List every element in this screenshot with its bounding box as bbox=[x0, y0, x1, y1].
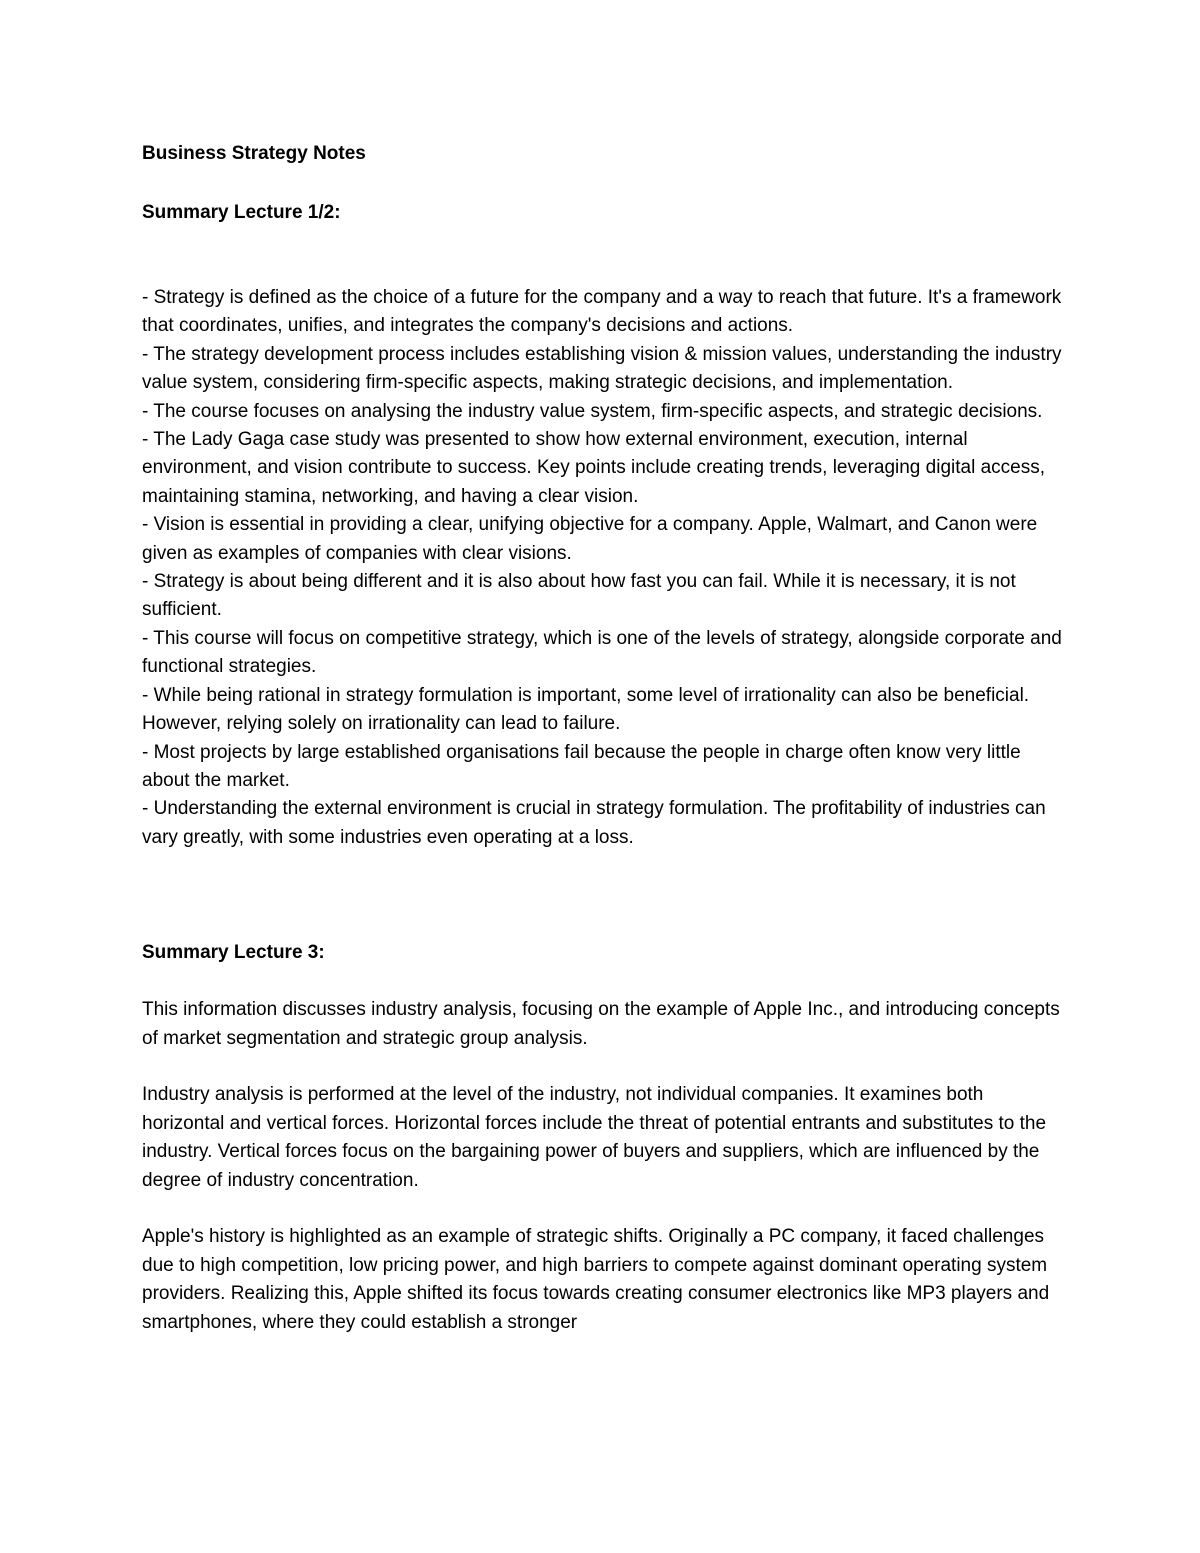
paragraph: This information discusses industry analysis, focusing on the example of Apple Inc., and introducing concepts of market segmentation and strategic group analysis. bbox=[142, 999, 1060, 1049]
bullet-item: - The Lady Gaga case study was presented to show how external environment, execution, internal environment, and vision contribute to success. Key points include creating trends, leveraging digital access, maintaining stamina, networking, and having a clear vision. bbox=[142, 429, 1045, 507]
paragraph: Apple's history is highlighted as an example of strategic shifts. Originally a PC company, it faced challenges due to high competition, low pricing power, and high barriers to compete against dominant operating system providers. Realizing this, Apple shifted its focus towards creating consumer electronics like MP3 players and smartphones, where they could establish a stronger bbox=[142, 1226, 1050, 1333]
bullet-item: - Understanding the external environment is crucial in strategy formulation. The profitability of industries can vary greatly, with some industries even operating at a loss. bbox=[142, 798, 1046, 848]
document-title: Business Strategy Notes bbox=[142, 143, 366, 164]
bullet-item: - Most projects by large established organisations fail because the people in charge often know very little about the market. bbox=[142, 741, 1021, 791]
lecture-1-2-heading: Summary Lecture 1/2: bbox=[142, 202, 341, 223]
document-content bbox=[142, 140, 1062, 1337]
bullet-item: - The course focuses on analysing the industry value system, firm-specific aspects, and strategic decisions. bbox=[142, 400, 1043, 422]
bullet-item: - Vision is essential in providing a clear, unifying objective for a company. Apple, Walmart, and Canon were given as examples of companies with clear visions. bbox=[142, 514, 1038, 564]
bullet-item: - This course will focus on competitive strategy, which is one of the levels of strategy, alongside corporate and functional strategies. bbox=[142, 627, 1062, 678]
bullet-item: - While being rational in strategy formulation is important, some level of irrationality can also be beneficial. However, relying solely on irrationality can lead to failure. bbox=[142, 684, 1030, 735]
lecture-3-body bbox=[142, 996, 1062, 1337]
bullet-item: - The strategy development process includes establishing vision & mission values, understanding the industry value system, considering firm-specific aspects, making strategic decisions, and implementation. bbox=[142, 343, 1062, 394]
lecture-3-heading: Summary Lecture 3: bbox=[142, 942, 325, 964]
bullet-item: - Strategy is defined as the choice of a future for the company and a way to reach that future. It's a framework that coordinates, unifies, and integrates the company's decisions and actions. bbox=[142, 287, 1062, 337]
bullet-item: - Strategy is about being different and it is also about how fast you can fail. While it is necessary, it is not sufficient. bbox=[142, 571, 1016, 621]
lecture-1-2-bullet-list bbox=[142, 284, 1062, 852]
paragraph: Industry analysis is performed at the level of the industry, not individual companies. It examines both horizontal and vertical forces. Horizontal forces include the threat of potential entrants and substitutes to the industry. Vertical forces focus on the bargaining power of buyers and suppliers, which are influenced by the degree of industry concentration. bbox=[142, 1084, 1047, 1191]
